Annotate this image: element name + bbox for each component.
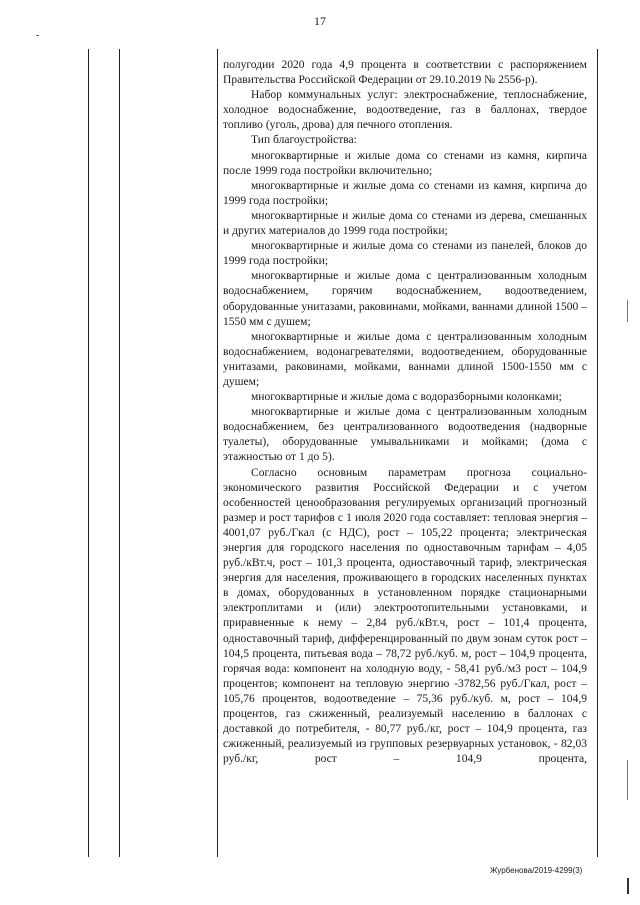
paragraph: Набор коммунальных услуг: электроснабжение, теплоснабжение, холодное водоснабжение, водоотведение, газ в баллонах, твердое топливо (уголь, дрова) для печного отопления.: [223, 89, 587, 132]
paragraph: Согласно основным параметрам прогноза социально-экономического развития Российской Федерации и с учетом особенностей ценообразования регулируемых организаций прогнозный размер и рост тарифов с 1 июля 2020 года составляет: тепловая энергия – 4001,07 руб./Гкал (с НДС), рост – 105,22 процента; электрическая энергия для городского населения по одноставочным тарифам – 4,05 руб./кВт.ч, рост – 101,3 процента, одноставочный тариф, электрическая энергия для населения, проживающего в городских населенных пунктах в домах, оборудованных в установленном порядке стационарными электроплитами и (или) электроотопительными установками, и приравненные к нему – 2,84 руб./кВт.ч, рост – 101,4 процента, одноставочный тариф, дифференцированный по двум зонам суток рост – 104,5 процента, питьевая вода – 78,72 руб./куб. м, рост – 104,9 процента, горячая вода: компонент на холодную воду, - 58,41 руб./м3 рост – 104,9 процентов; компонент на тепловую энергию -3782,56 руб./Гкал, рост – 105,76 процентов, водоотведение – 75,36 руб./куб. м, рост – 104,9 процентов, газ сжиженный, реализуемый населению в баллонах с доставкой до потребителя, - 80,77 руб./кг, рост – 104,9 процента, газ сжиженный, реализуемый из групповых резервуарных установок, - 82,03 руб./кг, рост – 104,9 процента,: [223, 466, 587, 766]
paragraph: многоквартирные и жилые дома со стенами из дерева, смешанных и других материалов до 1999 года постройки;: [223, 209, 587, 238]
scan-edge-mark: [627, 878, 629, 894]
paragraph: многоквартирные и жилые дома со стенами из камня, кирпича после 1999 года постройки включительно;: [223, 149, 587, 177]
paragraph: многоквартирные и жилые дома с централизованным холодным водоснабжением, горячим водоснабжением, водоотведением, оборудованные унитазами, раковинами, мойками, ваннами длиной 1500 –1550 мм с душем;: [223, 270, 587, 328]
paragraph: Тип благоустройства:: [251, 134, 357, 147]
scan-edge-mark: [627, 300, 628, 322]
paragraph: полугодии 2020 года 4,9 процента в соответствии с распоряжением Правительства Российской Федерации от 29.10.2019 № 2556-р).: [223, 59, 587, 87]
scan-edge-mark: [627, 760, 628, 800]
paragraph: многоквартирные и жилые дома с водоразборными колонками;: [251, 391, 562, 404]
paragraph: многоквартирные и жилые дома с централизованным холодным водоснабжением, водонагревателями, водоотведением, оборудованные унитазами, раковинами, мойками, ваннами длиной 1500-1550 мм с душем;: [223, 330, 587, 388]
paragraph: многоквартирные и жилые дома со стенами из панелей, блоков до 1999 года постройки;: [223, 240, 587, 268]
margin-mark: -: [36, 30, 40, 41]
footer-code: Журбенова/2019-4299(3): [490, 866, 583, 875]
paragraph: многоквартирные и жилые дома со стенами из камня, кирпича до 1999 года постройки;: [223, 179, 587, 207]
table-cell-content: [223, 58, 587, 767]
table-column-divider: [119, 49, 120, 857]
paragraph: многоквартирные и жилые дома с централизованным холодным водоснабжением, без централизованного водоотведения (надворные туалеты), оборудованные умывальниками и мойками; (дома с этажностью от 1 до 5).: [223, 406, 587, 464]
table-column-divider: [217, 49, 218, 857]
page-number: 17: [314, 14, 326, 28]
